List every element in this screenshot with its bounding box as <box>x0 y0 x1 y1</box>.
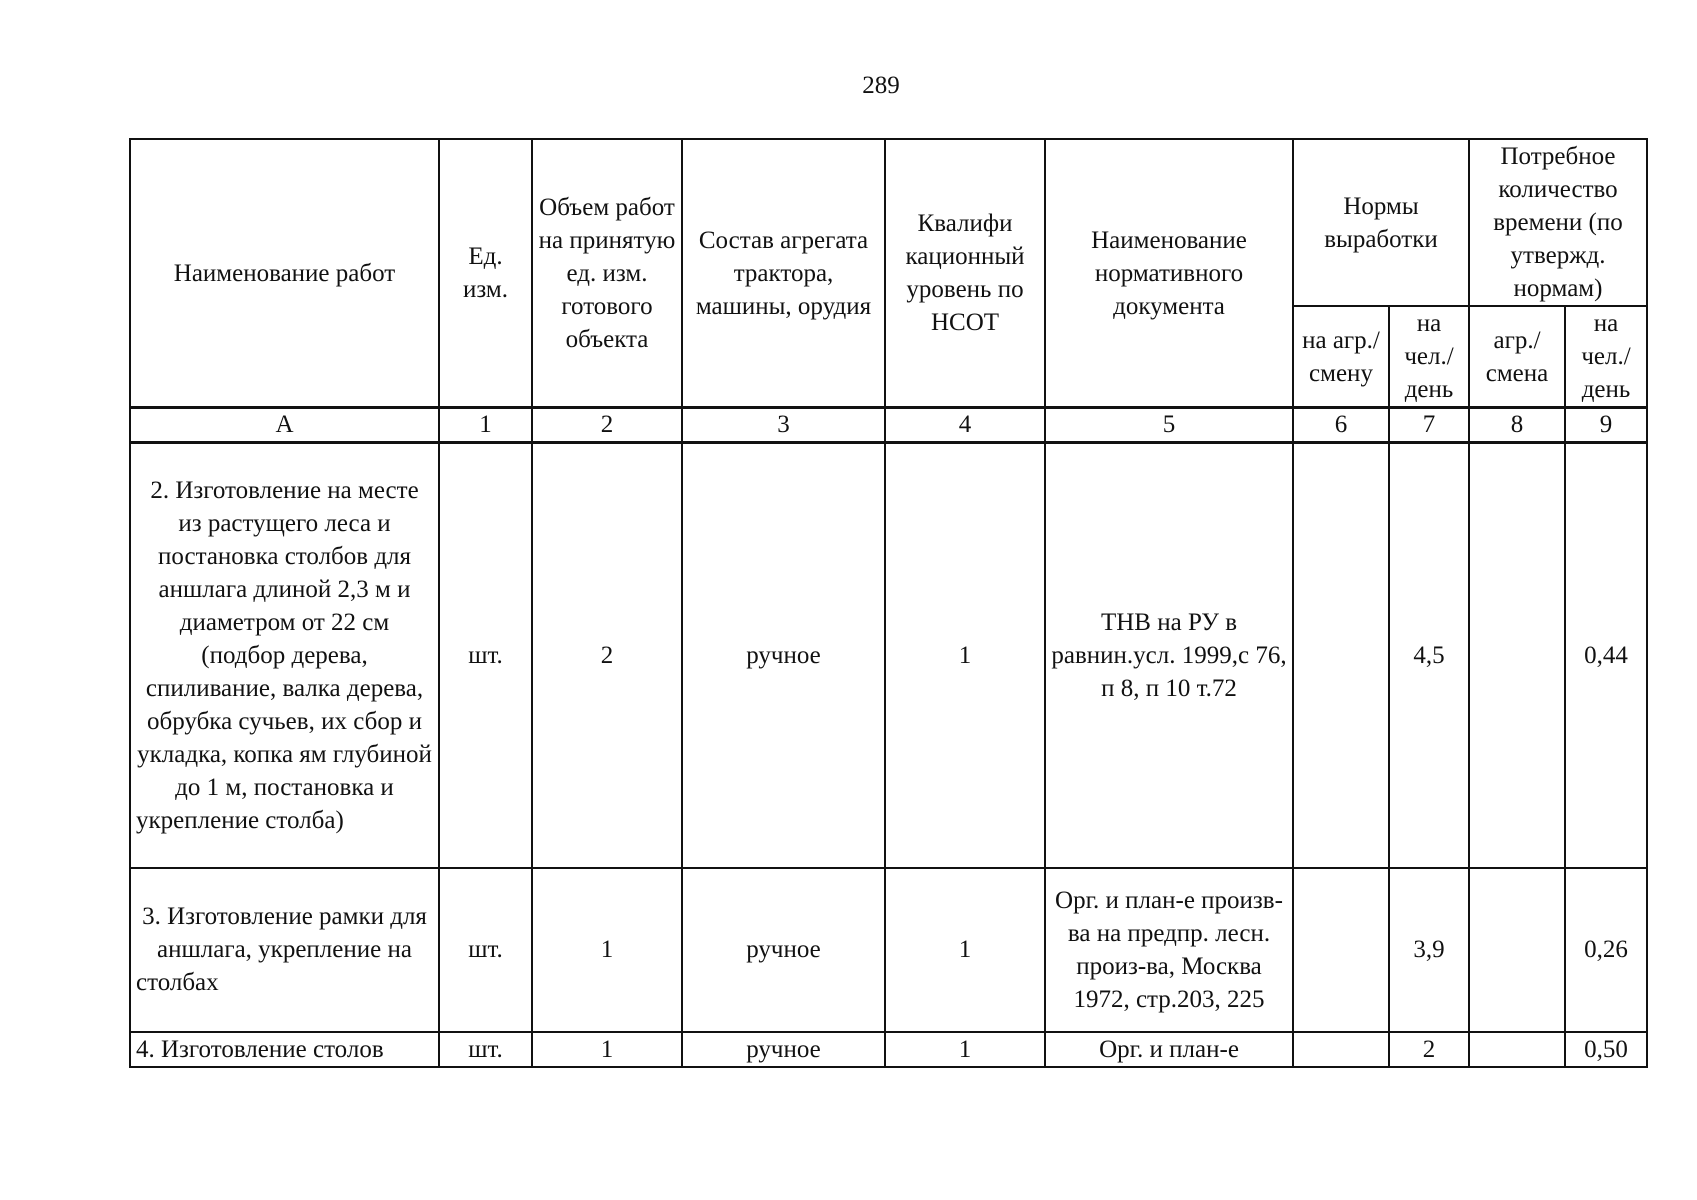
column-index: 4 <box>885 408 1045 443</box>
column-index-row <box>130 408 1647 443</box>
column-index: 2 <box>532 408 682 443</box>
header-time-per-person: на чел./ день <box>1565 306 1647 408</box>
time-unit-cell <box>1469 443 1565 868</box>
composition-cell: ручное <box>682 868 885 1032</box>
norm-person-cell: 3,9 <box>1389 868 1469 1032</box>
column-index: А <box>130 408 439 443</box>
document-cell: ТНВ на РУ в равнин.усл. 1999,с 76, п 8, п 10 т.72 <box>1045 443 1293 868</box>
table-row <box>130 443 1647 868</box>
table-row <box>130 868 1647 1032</box>
qualification-cell: 1 <box>885 1032 1045 1067</box>
header-norms-per-person: на чел./ день <box>1389 306 1469 408</box>
document-cell: Орг. и план-е произв-ва на предпр. лесн. произ-ва, Москва 1972, стр.203, 225 <box>1045 868 1293 1032</box>
unit-cell: шт. <box>439 1032 532 1067</box>
time-unit-cell <box>1469 1032 1565 1067</box>
header-volume: Объем работ на принятую ед. изм. готового объекта <box>532 139 682 408</box>
column-index: 6 <box>1293 408 1389 443</box>
column-index: 7 <box>1389 408 1469 443</box>
page-number: 289 <box>862 72 900 99</box>
work-name-cell: 4. Изготовление столов <box>130 1032 439 1067</box>
header-time-per-unit: агр./ смена <box>1469 306 1565 408</box>
work-name-cell: 2. Изготовление на месте из растущего леса и постановка столбов для аншлага длиной 2,3 м и диаметром от 22 см (подбор дерева, спиливание, валка дерева, обрубка сучьев, их сбор и укладка, копка ям глубиной до 1 м, постановка и укрепление столба) <box>130 443 439 868</box>
time-unit-cell <box>1469 868 1565 1032</box>
norm-person-cell: 2 <box>1389 1032 1469 1067</box>
column-index: 3 <box>682 408 885 443</box>
qualification-cell: 1 <box>885 868 1045 1032</box>
header-unit: Ед. изм. <box>439 139 532 408</box>
work-name-cell: 3. Изготовление рамки для аншлага, укрепление на столбах <box>130 868 439 1032</box>
volume-cell: 1 <box>532 868 682 1032</box>
column-index: 1 <box>439 408 532 443</box>
header-time-required: Потребное количество времени (по утвержд. нормам) <box>1469 139 1647 306</box>
composition-cell: ручное <box>682 443 885 868</box>
header-row-top <box>130 139 1647 306</box>
norm-person-cell: 4,5 <box>1389 443 1469 868</box>
time-person-cell: 0,26 <box>1565 868 1647 1032</box>
column-index: 5 <box>1045 408 1293 443</box>
volume-cell: 1 <box>532 1032 682 1067</box>
header-document: Наименование нормативного документа <box>1045 139 1293 408</box>
column-index: 8 <box>1469 408 1565 443</box>
header-qualification: Квалифи кационный уровень по НСОТ <box>885 139 1045 408</box>
unit-cell: шт. <box>439 443 532 868</box>
header-name: Наименование работ <box>130 139 439 408</box>
composition-cell: ручное <box>682 1032 885 1067</box>
time-person-cell: 0,44 <box>1565 443 1647 868</box>
column-index: 9 <box>1565 408 1647 443</box>
document-cell: Орг. и план-е <box>1045 1032 1293 1067</box>
norm-unit-cell <box>1293 443 1389 868</box>
qualification-cell: 1 <box>885 443 1045 868</box>
time-person-cell: 0,50 <box>1565 1032 1647 1067</box>
header-norms: Нормы выработки <box>1293 139 1469 306</box>
work-norms-table <box>129 138 1648 1068</box>
header-norms-per-unit: на агр./ смену <box>1293 306 1389 408</box>
norm-unit-cell <box>1293 868 1389 1032</box>
unit-cell: шт. <box>439 868 532 1032</box>
header-composition: Состав агрегата трактора, машины, орудия <box>682 139 885 408</box>
norm-unit-cell <box>1293 1032 1389 1067</box>
volume-cell: 2 <box>532 443 682 868</box>
table-row <box>130 1032 1647 1067</box>
